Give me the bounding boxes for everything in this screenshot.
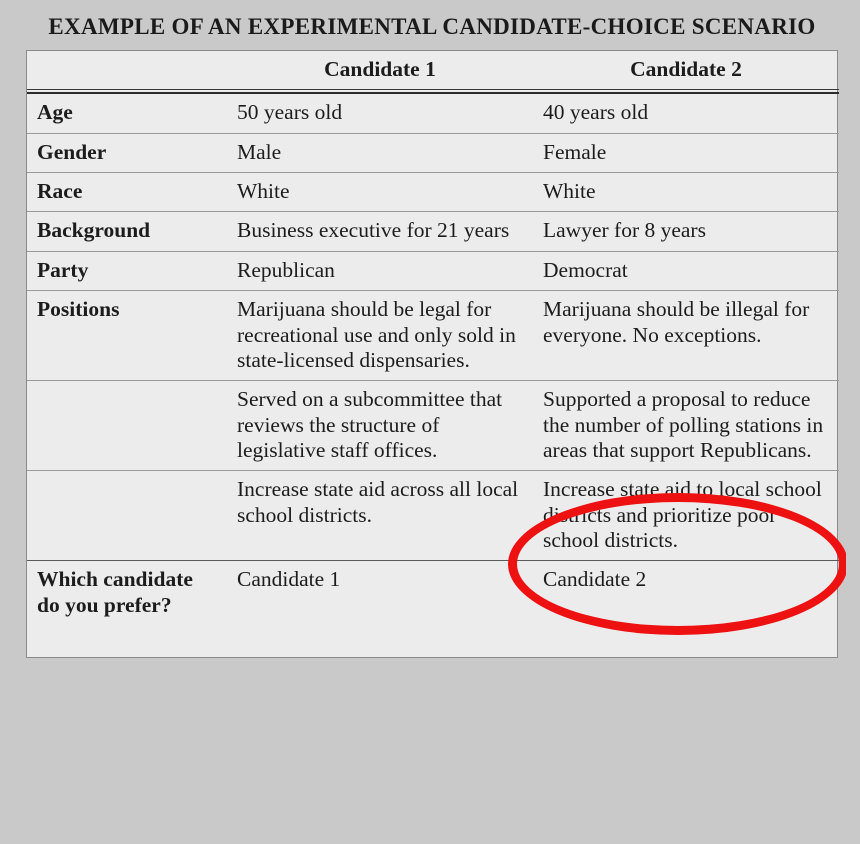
- cell-background-candidate-2: Lawyer for 8 years: [533, 212, 839, 251]
- scenario-table: [27, 51, 839, 657]
- table-title-bar: [26, 14, 838, 40]
- cell-position-1-candidate-2: Marijuana should be illegal for everyone. No exceptions.: [533, 291, 839, 381]
- row-label-positions-continued-2: [27, 471, 227, 561]
- page-title: EXAMPLE OF AN EXPERIMENTAL CANDIDATE-CHOICE SCENARIO: [48, 14, 816, 39]
- row-label-age: Age: [27, 93, 227, 133]
- column-header-candidate-1: Candidate 1: [227, 51, 533, 90]
- cell-background-candidate-1: Business executive for 21 years: [227, 212, 533, 251]
- table-row: [27, 471, 839, 561]
- cell-race-candidate-2: White: [533, 173, 839, 212]
- cell-gender-candidate-2: Female: [533, 133, 839, 172]
- row-label-preference-question: Which candidate do you prefer?: [37, 567, 193, 617]
- cell-party-candidate-1: Republican: [227, 251, 533, 290]
- table-row: [27, 173, 839, 212]
- column-header-blank: [27, 51, 227, 90]
- row-label-background: Background: [27, 212, 227, 251]
- cell-gender-candidate-1: Male: [227, 133, 533, 172]
- cell-position-3-candidate-2: Increase state aid to local school districts and prioritize poor school districts.: [533, 471, 839, 561]
- table-header-row: [27, 51, 839, 90]
- table-row: [27, 561, 839, 657]
- cell-position-1-candidate-1: Marijuana should be legal for recreational use and only sold in state-licensed dispensaries.: [227, 291, 533, 381]
- cell-preference-candidate-1[interactable]: Candidate 1: [237, 567, 341, 592]
- table-row: [27, 93, 839, 133]
- table-row: [27, 212, 839, 251]
- column-header-candidate-2: Candidate 2: [533, 51, 839, 90]
- table-row: [27, 251, 839, 290]
- cell-preference-candidate-2[interactable]: Candidate 2: [543, 567, 647, 592]
- cell-position-2-candidate-2: Supported a proposal to reduce the number of polling stations in areas that support Republicans.: [533, 381, 839, 471]
- table-row: [27, 133, 839, 172]
- cell-position-2-candidate-1: Served on a subcommittee that reviews the structure of legislative staff offices.: [227, 381, 533, 471]
- row-label-race: Race: [27, 173, 227, 212]
- table-row: [27, 291, 839, 381]
- scenario-table-container: [26, 50, 838, 658]
- page-right-margin: [846, 0, 860, 844]
- row-label-gender: Gender: [27, 133, 227, 172]
- table-row: [27, 381, 839, 471]
- cell-age-candidate-2: 40 years old: [533, 93, 839, 133]
- cell-race-candidate-1: White: [227, 173, 533, 212]
- cell-position-3-candidate-1: Increase state aid across all local school districts.: [227, 471, 533, 561]
- row-label-party: Party: [27, 251, 227, 290]
- cell-party-candidate-2: Democrat: [533, 251, 839, 290]
- row-label-positions-continued: [27, 381, 227, 471]
- row-label-positions: Positions: [27, 291, 227, 381]
- cell-age-candidate-1: 50 years old: [227, 93, 533, 133]
